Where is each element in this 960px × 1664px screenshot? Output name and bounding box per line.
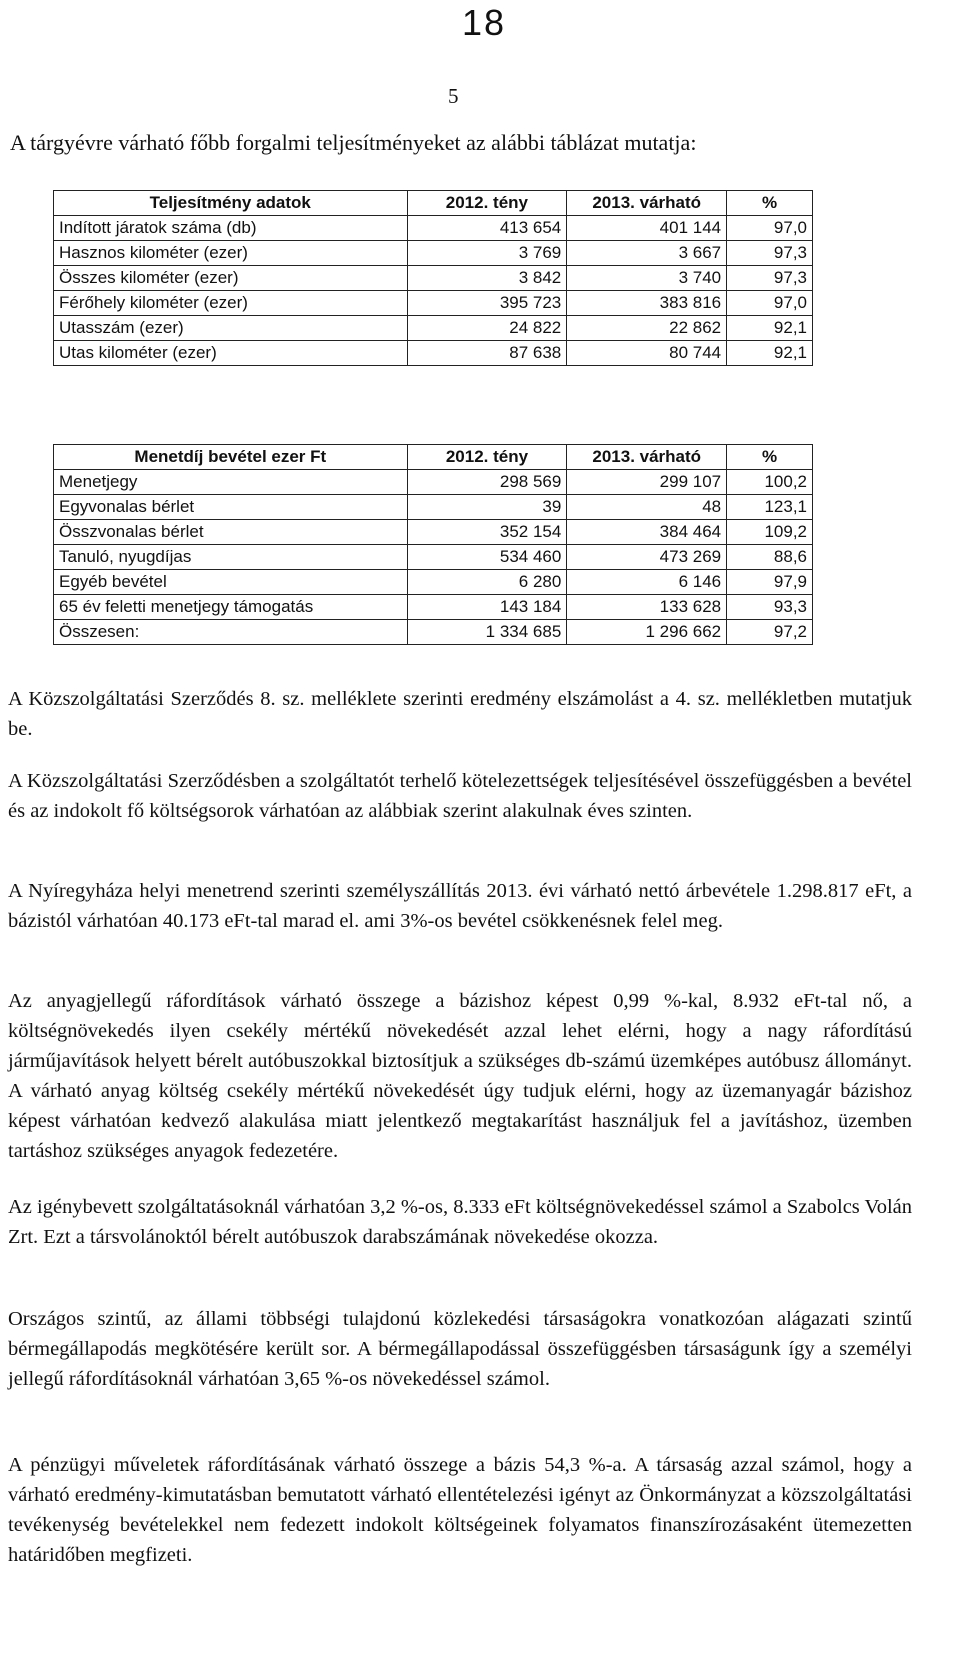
column-header: Menetdíj bevétel ezer Ft (54, 445, 408, 470)
table-row (54, 495, 813, 520)
value-percent: 97,3 (727, 241, 813, 266)
paragraph: Az anyagjellegű ráfordítások várható összege a bázishoz képest 0,99 %-kal, 8.932 eFt-tal nő, a költségnövekedés ilyen csekély mértékű növekedését azzal lehet elérni, hogy a nagy ráfordítású járműjavítások helyett bérelt autóbuszokkal biztosítjuk a szükséges db-számú üzemképes autóbusz állományt. A várható anyag költség csekély mértékű növekedését úgy tudjuk elérni, hogy az üzemanyagár bázishoz képest várhatóan kedvező alakulása miatt jelentkező megtakarítást használjuk fel a javításhoz, üzemben tartáshoz szükséges anyagok fedezetére. (8, 990, 912, 1162)
value-percent: 109,2 (727, 520, 813, 545)
row-label: Indított járatok száma (db) (54, 216, 408, 241)
value-2012: 39 (407, 495, 567, 520)
value-percent: 88,6 (727, 545, 813, 570)
value-2013: 299 107 (567, 470, 727, 495)
value-2012: 395 723 (407, 291, 567, 316)
paragraph: A Közszolgáltatási Szerződés 8. sz. melléklete szerinti eredmény elszámolást a 4. sz. mellékletben mutatjuk be. (8, 688, 912, 740)
intro-text: A tárgyévre várható főbb forgalmi teljesítményeket az alábbi táblázat mutatja: (10, 130, 697, 155)
value-2012: 352 154 (407, 520, 567, 545)
row-label: 65 év feletti menetjegy támogatás (54, 595, 408, 620)
value-2013: 80 744 (567, 341, 727, 366)
value-2012: 24 822 (407, 316, 567, 341)
table-row (54, 595, 813, 620)
row-label: Egyéb bevétel (54, 570, 408, 595)
paragraph: Országos szintű, az állami többségi tulajdonú közlekedési társaságokra vonatkozóan alágazati szintű bérmegállapodás megkötésére került sor. A bérmegállapodással összefüggésben társaságunk így a személyi jellegű ráfordításoknál várhatóan 3,65 %-os növekedéssel számol. (8, 1308, 912, 1390)
row-label: Összvonalas bérlet (54, 520, 408, 545)
value-percent: 97,0 (727, 216, 813, 241)
value-2013: 3 667 (567, 241, 727, 266)
table-row (54, 545, 813, 570)
value-2012: 413 654 (407, 216, 567, 241)
table-row (54, 570, 813, 595)
value-2012: 87 638 (407, 341, 567, 366)
paragraph: A pénzügyi műveletek ráfordításának várható összege a bázis 54,3 %-a. A társaság azzal számol, hogy a várható eredmény-kimutatásban bemutatott várható ellentételezési igényt az Önkormányzat a közszolgáltatási tevékenység bevételekkel nem fedezett indokolt költségeinek folyamatos finanszírozásaként ütemezetten határidőben megfizeti. (8, 1454, 912, 1566)
table-row (54, 291, 813, 316)
value-percent: 97,3 (727, 266, 813, 291)
value-percent: 123,1 (727, 495, 813, 520)
value-2013: 473 269 (567, 545, 727, 570)
row-label: Tanuló, nyugdíjas (54, 545, 408, 570)
column-header: Teljesítmény adatok (54, 191, 408, 216)
value-2013: 384 464 (567, 520, 727, 545)
row-label: Utas kilométer (ezer) (54, 341, 408, 366)
column-header: 2012. tény (407, 191, 567, 216)
table-row (54, 316, 813, 341)
row-label: Összesen: (54, 620, 408, 645)
value-2013: 133 628 (567, 595, 727, 620)
table-header-row (54, 445, 813, 470)
table-row (54, 520, 813, 545)
row-label: Egyvonalas bérlet (54, 495, 408, 520)
table-total-row (54, 620, 813, 645)
value-2012: 6 280 (407, 570, 567, 595)
column-header: 2012. tény (407, 445, 567, 470)
value-2013: 48 (567, 495, 727, 520)
fare-revenue-table (53, 444, 813, 645)
value-2013: 383 816 (567, 291, 727, 316)
row-label: Férőhely kilométer (ezer) (54, 291, 408, 316)
value-percent: 93,3 (727, 595, 813, 620)
table-row (54, 266, 813, 291)
column-header: % (727, 191, 813, 216)
paragraph: Az igénybevett szolgáltatásoknál várhatóan 3,2 %-os, 8.333 eFt költségnövekedéssel számol a Szabolcs Volán Zrt. Ezt a társvolánoktól bérelt autóbuszok darabszámának növekedése okozza. (8, 1196, 912, 1248)
handwritten-page-number: 18 (462, 2, 507, 43)
value-2012: 534 460 (407, 545, 567, 570)
column-header: % (727, 445, 813, 470)
value-2012: 3 769 (407, 241, 567, 266)
value-2013: 22 862 (567, 316, 727, 341)
value-2013: 3 740 (567, 266, 727, 291)
performance-table (53, 190, 813, 366)
value-percent: 92,1 (727, 316, 813, 341)
value-2013: 401 144 (567, 216, 727, 241)
row-label: Menetjegy (54, 470, 408, 495)
value-2013: 6 146 (567, 570, 727, 595)
value-percent: 97,0 (727, 291, 813, 316)
row-label: Összes kilométer (ezer) (54, 266, 408, 291)
value-2013: 1 296 662 (567, 620, 727, 645)
value-2012: 3 842 (407, 266, 567, 291)
value-percent: 97,2 (727, 620, 813, 645)
value-2012: 1 334 685 (407, 620, 567, 645)
value-percent: 100,2 (727, 470, 813, 495)
paragraph: A Közszolgáltatási Szerződésben a szolgáltatót terhelő kötelezettségek teljesítésével összefüggésben a bevétel és az indokolt fő költségsorok várhatóan az alábbiak szerint alakulnak éves szinten. (8, 770, 912, 822)
row-label: Utasszám (ezer) (54, 316, 408, 341)
table-row (54, 241, 813, 266)
table-row (54, 216, 813, 241)
table-row (54, 341, 813, 366)
row-label: Hasznos kilométer (ezer) (54, 241, 408, 266)
column-header: 2013. várható (567, 445, 727, 470)
table-row (54, 470, 813, 495)
value-2012: 298 569 (407, 470, 567, 495)
column-header: 2013. várható (567, 191, 727, 216)
page-number: 5 (448, 84, 459, 108)
value-percent: 97,9 (727, 570, 813, 595)
paragraph: A Nyíregyháza helyi menetrend szerinti személyszállítás 2013. évi várható nettó árbevétele 1.298.817 eFt, a bázistól várhatóan 40.173 eFt-tal marad el. ami 3%-os bevétel csökkenésnek felel meg. (8, 880, 912, 932)
table-header-row (54, 191, 813, 216)
value-2012: 143 184 (407, 595, 567, 620)
value-percent: 92,1 (727, 341, 813, 366)
